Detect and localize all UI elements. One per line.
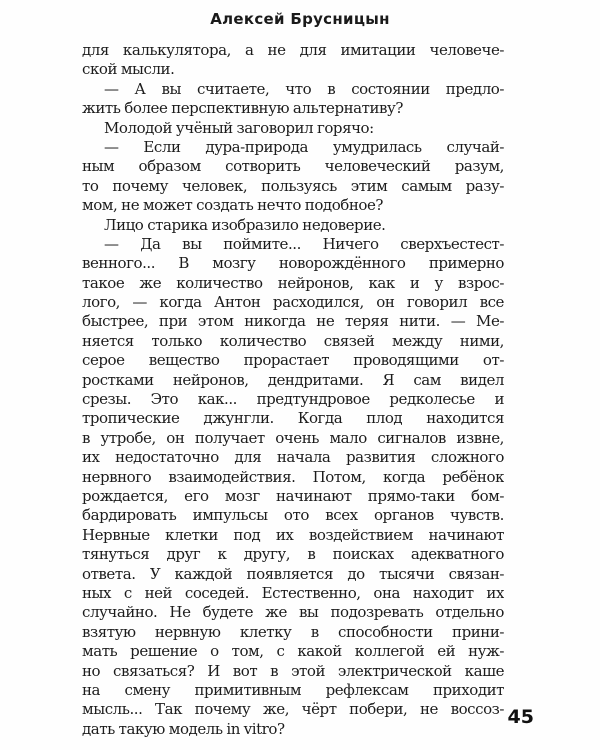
text-line: — Если дура-природа умудрилась случай- bbox=[104, 137, 504, 156]
text-line: ных с ней соседей. Естественно, она находит их bbox=[82, 583, 504, 602]
text-line: няется только количество связей между ними, bbox=[82, 331, 504, 350]
text-line: но связаться? И вот в этой электрической каше bbox=[82, 661, 504, 680]
text-line: мысль... Так почему же, чёрт побери, не воссоз- bbox=[82, 700, 504, 719]
body-text bbox=[82, 41, 504, 739]
text-line: случайно. Не будете же вы подозревать отдельно bbox=[82, 603, 504, 622]
text-line: такое же количество нейронов, как и у взрос- bbox=[82, 273, 504, 292]
text-line: ответа. У каждой появляется до тысячи связан- bbox=[82, 564, 504, 583]
text-line: нервного взаимодействия. Потом, когда ребёнок bbox=[82, 467, 504, 486]
text-line: ным образом сотворить человеческий разум, bbox=[82, 157, 504, 176]
text-line: Лицо старика изобразило недоверие. bbox=[104, 215, 386, 234]
text-line: на смену примитивным рефлексам приходит bbox=[82, 680, 504, 699]
text-line: тропические джунгли. Когда плод находится bbox=[82, 409, 504, 428]
text-line: в утробе, он получает очень мало сигналов извне, bbox=[82, 428, 504, 447]
text-line: срезы. Это как... предтундровое редколесье и bbox=[82, 390, 504, 409]
text-line: для калькулятора, а не для имитации человече- bbox=[82, 41, 504, 59]
text-line: — А вы считаете, что в состоянии предло- bbox=[104, 79, 504, 98]
text-line: быстрее, при этом никогда не теряя нити. — Ме- bbox=[82, 312, 504, 331]
text-line: венного... В мозгу новорождённого примерно bbox=[82, 254, 504, 273]
text-line: — Да вы поймите... Ничего сверхъестест- bbox=[104, 234, 504, 253]
text-line: Молодой учёный заговорил горячо: bbox=[104, 118, 374, 137]
text-line: лого, — когда Антон расходился, он говорил все bbox=[82, 293, 504, 312]
text-line: то почему человек, пользуясь этим самым разу- bbox=[82, 176, 504, 195]
text-line: взятую нервную клетку в способности прини- bbox=[82, 622, 504, 641]
text-line: ростками нейронов, дендритами. Я сам видел bbox=[82, 370, 504, 389]
text-line: их недостаточно для начала развития сложного bbox=[82, 448, 504, 467]
text-line: дать такую модель in vitro? bbox=[82, 719, 285, 738]
running-head-author: Алексей Брусницын bbox=[210, 10, 390, 28]
text-line: мать решение о том, с какой коллегой ей нуж- bbox=[82, 642, 504, 661]
text-line: тянуться друг к другу, в поисках адекватного bbox=[82, 545, 504, 564]
text-line: мом, не может создать нечто подобное? bbox=[82, 196, 384, 215]
text-line: бардировать импульсы ото всех органов чувств. bbox=[82, 506, 504, 525]
page-number: 45 bbox=[507, 706, 534, 728]
text-line: серое вещество прорастает проводящими от- bbox=[82, 351, 504, 370]
text-line: Нервные клетки под их воздействием начинают bbox=[82, 525, 504, 544]
text-line: жить более перспективную альтернативу? bbox=[82, 99, 404, 118]
text-line: рождается, его мозг начинают прямо-таки бом- bbox=[82, 486, 504, 505]
text-line: ской мысли. bbox=[82, 60, 175, 79]
